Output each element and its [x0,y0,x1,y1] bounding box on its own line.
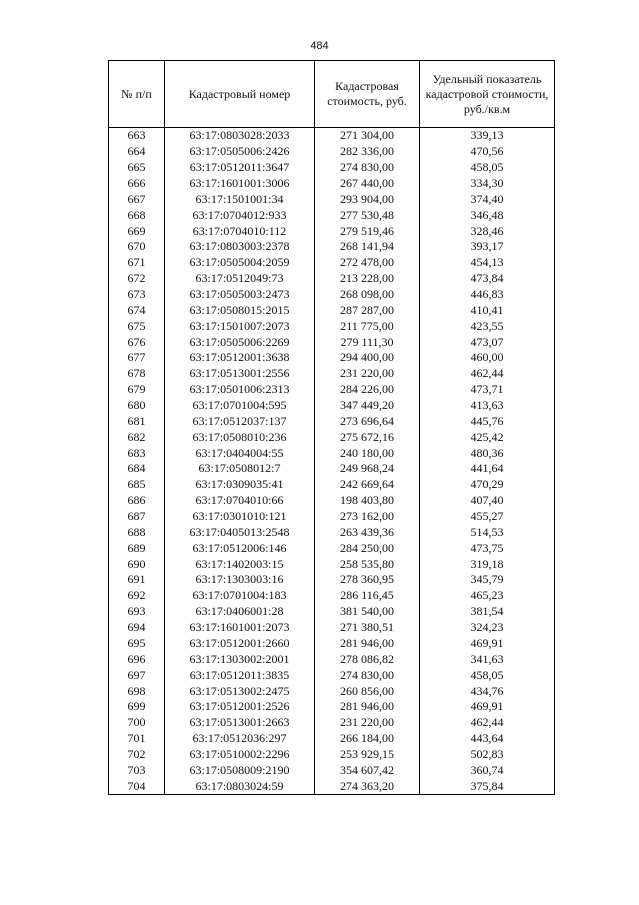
cadastral-number-cell: 63:17:0512049:73 [165,271,315,287]
row-number-cell: 701 [109,731,165,747]
row-number-cell: 696 [109,651,165,667]
specific-value-cell: 465,23 [420,588,555,604]
specific-value-cell: 423,55 [420,318,555,334]
row-number-cell: 703 [109,762,165,778]
cadastral-number-cell: 63:17:0404004:55 [165,445,315,461]
cadastral-number-cell: 63:17:1501007:2073 [165,318,315,334]
specific-value-cell: 469,91 [420,699,555,715]
specific-value-cell: 341,63 [420,651,555,667]
specific-value-cell: 375,84 [420,778,555,794]
table-row [109,287,555,303]
cadastral-value-cell: 281 946,00 [315,699,420,715]
table-row [109,509,555,525]
row-number-cell: 694 [109,620,165,636]
cadastral-number-cell: 63:17:1303002:2001 [165,651,315,667]
cadastral-value-cell: 260 856,00 [315,683,420,699]
specific-value-cell: 455,27 [420,509,555,525]
cadastral-number-cell: 63:17:0505006:2426 [165,144,315,160]
table-row [109,176,555,192]
specific-value-cell: 458,05 [420,160,555,176]
table-row [109,762,555,778]
specific-value-cell: 441,64 [420,461,555,477]
row-number-cell: 669 [109,223,165,239]
row-number-cell: 695 [109,636,165,652]
cadastral-number-cell: 63:17:0704010:66 [165,493,315,509]
cadastral-value-cell: 286 116,45 [315,588,420,604]
cadastral-value-cell: 293 904,00 [315,191,420,207]
row-number-cell: 686 [109,493,165,509]
specific-value-cell: 425,42 [420,429,555,445]
cadastral-number-cell: 63:17:0704012:933 [165,207,315,223]
specific-value-cell: 458,05 [420,667,555,683]
cadastral-number-cell: 63:17:0512006:146 [165,540,315,556]
cadastral-number-cell: 63:17:0406001:28 [165,604,315,620]
specific-value-cell: 407,40 [420,493,555,509]
specific-value-cell: 319,18 [420,556,555,572]
table-row [109,699,555,715]
cadastral-value-cell: 275 672,16 [315,429,420,445]
table-row [109,461,555,477]
cadastral-number-cell: 63:17:0512011:3835 [165,667,315,683]
row-number-cell: 691 [109,572,165,588]
cadastral-number-cell: 63:17:0512037:137 [165,413,315,429]
specific-value-cell: 473,71 [420,382,555,398]
table-row [109,715,555,731]
table-row [109,731,555,747]
table-row [109,271,555,287]
row-number-cell: 667 [109,191,165,207]
cadastral-value-cell: 278 360,95 [315,572,420,588]
table-row [109,207,555,223]
row-number-cell: 673 [109,287,165,303]
table-row [109,556,555,572]
cadastral-number-cell: 63:17:0701004:595 [165,398,315,414]
table-row [109,778,555,794]
table-row [109,477,555,493]
row-number-cell: 677 [109,350,165,366]
row-number-cell: 664 [109,144,165,160]
cadastral-value-cell: 294 400,00 [315,350,420,366]
row-number-cell: 682 [109,429,165,445]
table-body [109,128,555,795]
row-number-cell: 693 [109,604,165,620]
cadastral-table [108,60,555,795]
row-number-cell: 676 [109,334,165,350]
table-row [109,413,555,429]
specific-value-cell: 345,79 [420,572,555,588]
row-number-cell: 674 [109,302,165,318]
specific-value-cell: 381,54 [420,604,555,620]
cadastral-number-cell: 63:17:0301010:121 [165,509,315,525]
table-row [109,128,555,144]
row-number-cell: 702 [109,747,165,763]
cadastral-value-cell: 284 250,00 [315,540,420,556]
row-number-cell: 683 [109,445,165,461]
table-row [109,445,555,461]
cadastral-value-cell: 231 220,00 [315,715,420,731]
cadastral-number-cell: 63:17:0501006:2313 [165,382,315,398]
row-number-cell: 684 [109,461,165,477]
cadastral-number-cell: 63:17:0701004:183 [165,588,315,604]
specific-value-cell: 410,41 [420,302,555,318]
cadastral-value-cell: 347 449,20 [315,398,420,414]
cadastral-number-cell: 63:17:0508009:2190 [165,762,315,778]
cadastral-value-cell: 271 304,00 [315,128,420,144]
cadastral-value-cell: 381 540,00 [315,604,420,620]
row-number-cell: 678 [109,366,165,382]
specific-value-cell: 460,00 [420,350,555,366]
cadastral-number-cell: 63:17:0512001:3638 [165,350,315,366]
specific-value-cell: 470,29 [420,477,555,493]
specific-value-cell: 413,63 [420,398,555,414]
cadastral-value-cell: 274 830,00 [315,667,420,683]
specific-value-cell: 346,48 [420,207,555,223]
cadastral-value-cell: 278 086,82 [315,651,420,667]
cadastral-value-cell: 272 478,00 [315,255,420,271]
specific-value-cell: 434,76 [420,683,555,699]
table-row [109,651,555,667]
table-row [109,683,555,699]
specific-value-cell: 462,44 [420,715,555,731]
cadastral-number-cell: 63:17:0513002:2475 [165,683,315,699]
specific-value-cell: 462,44 [420,366,555,382]
cadastral-value-cell: 198 403,80 [315,493,420,509]
cadastral-number-cell: 63:17:0512001:2660 [165,636,315,652]
cadastral-number-cell: 63:17:0704010:112 [165,223,315,239]
row-number-cell: 699 [109,699,165,715]
table-row [109,334,555,350]
table-row [109,239,555,255]
row-number-cell: 666 [109,176,165,192]
cadastral-value-cell: 287 287,00 [315,302,420,318]
specific-value-cell: 360,74 [420,762,555,778]
specific-value-cell: 445,76 [420,413,555,429]
cadastral-number-cell: 63:17:0512011:3647 [165,160,315,176]
row-number-cell: 698 [109,683,165,699]
cadastral-number-cell: 63:17:1601001:2073 [165,620,315,636]
page-number: 484 [310,40,329,52]
cadastral-value-cell: 279 519,46 [315,223,420,239]
cadastral-value-cell: 354 607,42 [315,762,420,778]
cadastral-number-cell: 63:17:0512036:297 [165,731,315,747]
cadastral-value-cell: 263 439,36 [315,524,420,540]
cadastral-number-cell: 63:17:0803024:59 [165,778,315,794]
table-row [109,540,555,556]
cadastral-number-cell: 63:17:0803003:2378 [165,239,315,255]
row-number-cell: 663 [109,128,165,144]
row-number-cell: 671 [109,255,165,271]
cadastral-value-cell: 273 696,64 [315,413,420,429]
row-number-cell: 670 [109,239,165,255]
specific-value-cell: 374,40 [420,191,555,207]
cadastral-value-cell: 231 220,00 [315,366,420,382]
table-row [109,398,555,414]
table-row [109,382,555,398]
row-number-cell: 688 [109,524,165,540]
cadastral-value-cell: 271 380,51 [315,620,420,636]
cadastral-value-cell: 281 946,00 [315,636,420,652]
cadastral-number-cell: 63:17:0508015:2015 [165,302,315,318]
row-number-cell: 685 [109,477,165,493]
row-number-cell: 700 [109,715,165,731]
specific-value-cell: 473,07 [420,334,555,350]
cadastral-number-cell: 63:17:0803028:2033 [165,128,315,144]
cadastral-number-cell: 63:17:1303003:16 [165,572,315,588]
cadastral-number-cell: 63:17:0510002:2296 [165,747,315,763]
cadastral-number-cell: 63:17:0505004:2059 [165,255,315,271]
table-row [109,620,555,636]
specific-value-cell: 473,84 [420,271,555,287]
cadastral-value-cell: 266 184,00 [315,731,420,747]
specific-value-cell: 514,53 [420,524,555,540]
cadastral-value-cell: 242 669,64 [315,477,420,493]
row-number-cell: 675 [109,318,165,334]
row-number-cell: 697 [109,667,165,683]
table-row [109,366,555,382]
cadastral-value-cell: 249 968,24 [315,461,420,477]
specific-value-cell: 393,17 [420,239,555,255]
row-number-cell: 665 [109,160,165,176]
table-row [109,493,555,509]
cadastral-value-cell: 211 775,00 [315,318,420,334]
table-row [109,318,555,334]
cadastral-number-cell: 63:17:0512001:2526 [165,699,315,715]
cadastral-value-cell: 282 336,00 [315,144,420,160]
table-row [109,524,555,540]
specific-value-cell: 473,75 [420,540,555,556]
header-number: № п/п [109,61,165,128]
row-number-cell: 687 [109,509,165,525]
cadastral-number-cell: 63:17:0513001:2663 [165,715,315,731]
specific-value-cell: 480,36 [420,445,555,461]
specific-value-cell: 328,46 [420,223,555,239]
row-number-cell: 704 [109,778,165,794]
table-row [109,255,555,271]
table-row [109,572,555,588]
table-row [109,636,555,652]
cadastral-value-cell: 267 440,00 [315,176,420,192]
table-row [109,747,555,763]
table-row [109,191,555,207]
specific-value-cell: 469,91 [420,636,555,652]
cadastral-number-cell: 63:17:0505003:2473 [165,287,315,303]
table-header-row [109,61,555,128]
table-row [109,302,555,318]
table-row [109,223,555,239]
table-row [109,160,555,176]
specific-value-cell: 502,83 [420,747,555,763]
row-number-cell: 680 [109,398,165,414]
cadastral-value-cell: 273 162,00 [315,509,420,525]
table-row [109,144,555,160]
table-row [109,667,555,683]
row-number-cell: 672 [109,271,165,287]
cadastral-value-cell: 274 363,20 [315,778,420,794]
specific-value-cell: 470,56 [420,144,555,160]
table-row [109,588,555,604]
cadastral-value-cell: 284 226,00 [315,382,420,398]
cadastral-number-cell: 63:17:0508010:236 [165,429,315,445]
cadastral-number-cell: 63:17:0513001:2556 [165,366,315,382]
header-specific-value: Удельный показатель кадастровой стоимости, руб./кв.м [420,61,555,128]
cadastral-number-cell: 63:17:0309035:41 [165,477,315,493]
cadastral-value-cell: 279 111,30 [315,334,420,350]
row-number-cell: 668 [109,207,165,223]
specific-value-cell: 339,13 [420,128,555,144]
cadastral-number-cell: 63:17:1402003:15 [165,556,315,572]
row-number-cell: 679 [109,382,165,398]
cadastral-value-cell: 268 141,94 [315,239,420,255]
specific-value-cell: 443,64 [420,731,555,747]
cadastral-value-cell: 268 098,00 [315,287,420,303]
header-cadastral-number: Кадастровый номер [165,61,315,128]
cadastral-value-cell: 277 530,48 [315,207,420,223]
row-number-cell: 689 [109,540,165,556]
row-number-cell: 690 [109,556,165,572]
cadastral-value-cell: 213 228,00 [315,271,420,287]
specific-value-cell: 324,23 [420,620,555,636]
table-row [109,604,555,620]
cadastral-number-cell: 63:17:0508012:7 [165,461,315,477]
row-number-cell: 681 [109,413,165,429]
header-cadastral-value: Кадастровая стоимость, руб. [315,61,420,128]
cadastral-number-cell: 63:17:0405013:2548 [165,524,315,540]
cadastral-value-cell: 253 929,15 [315,747,420,763]
table-row [109,350,555,366]
row-number-cell: 692 [109,588,165,604]
specific-value-cell: 454,13 [420,255,555,271]
cadastral-number-cell: 63:17:0505006:2269 [165,334,315,350]
table-row [109,429,555,445]
specific-value-cell: 446,83 [420,287,555,303]
cadastral-value-cell: 240 180,00 [315,445,420,461]
cadastral-number-cell: 63:17:1501001:34 [165,191,315,207]
cadastral-number-cell: 63:17:1601001:3006 [165,176,315,192]
cadastral-value-cell: 258 535,80 [315,556,420,572]
specific-value-cell: 334,30 [420,176,555,192]
cadastral-value-cell: 274 830,00 [315,160,420,176]
